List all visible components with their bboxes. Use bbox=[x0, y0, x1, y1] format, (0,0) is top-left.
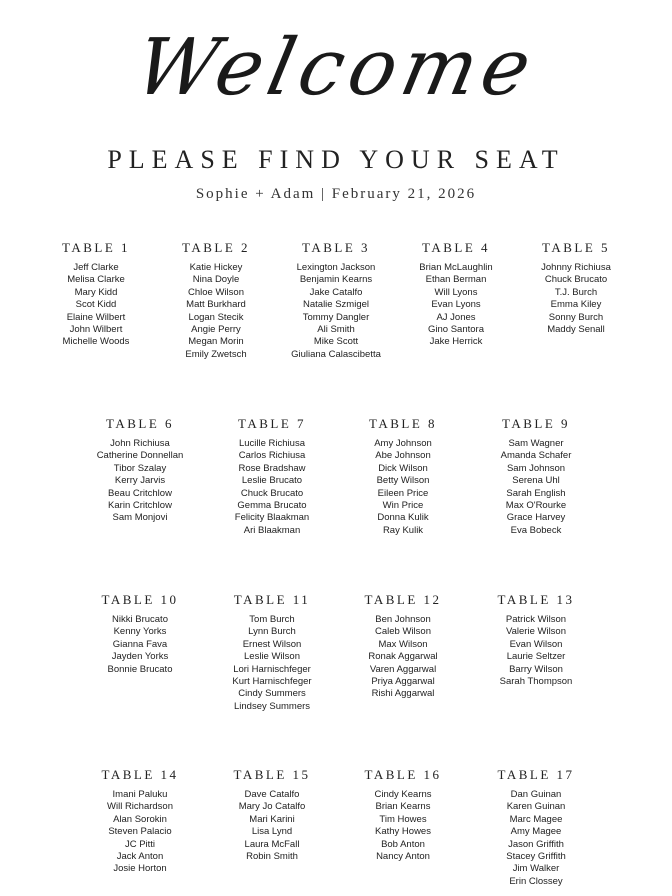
guest-name: Priya Aggarwal bbox=[371, 676, 435, 688]
guest-name: Michelle Woods bbox=[62, 336, 130, 348]
guest-name: Abe Johnson bbox=[375, 450, 431, 462]
guest-name: Melisa Clarke bbox=[67, 274, 125, 286]
guest-name: Lisa Lynd bbox=[251, 826, 293, 838]
guest-name: Patrick Wilson bbox=[505, 614, 567, 625]
table-title: TABLE 12 bbox=[364, 592, 442, 607]
guest-name: Tommy Dangler bbox=[302, 311, 370, 323]
guest-name: Ari Blaakman bbox=[243, 524, 301, 536]
table-title: TABLE 1 bbox=[61, 240, 131, 255]
guest-name: Catherine Donnellan bbox=[96, 450, 184, 462]
table-title: TABLE 6 bbox=[105, 416, 175, 431]
guest-name: Kurt Harnischfeger bbox=[232, 676, 312, 688]
table-block bbox=[466, 767, 606, 888]
guest-name: Tibor Szalay bbox=[113, 462, 167, 474]
guest-name: Chloe Wilson bbox=[188, 286, 244, 298]
guest-name: Gino Santora bbox=[428, 324, 484, 336]
guest-name: Sonny Burch bbox=[548, 311, 604, 323]
table-title: TABLE 17 bbox=[497, 767, 575, 782]
guest-name: Amy Johnson bbox=[374, 438, 432, 449]
guest-name: Emma Kiley bbox=[550, 299, 602, 311]
table-block bbox=[146, 240, 286, 361]
guest-name: Will Lyons bbox=[434, 286, 478, 298]
guest-name: Megan Morin bbox=[188, 336, 244, 348]
guest-name: Mike Scott bbox=[313, 336, 359, 348]
table-title: TABLE 5 bbox=[541, 240, 611, 255]
table-block bbox=[70, 767, 210, 876]
table-block bbox=[26, 240, 166, 349]
guest-name: Laurie Seltzer bbox=[506, 651, 566, 663]
guest-name: Evan Wilson bbox=[509, 638, 563, 650]
guest-name: Jake Herrick bbox=[429, 336, 483, 348]
guest-name: Dan Guinan bbox=[510, 789, 562, 800]
table-block bbox=[466, 592, 606, 688]
guest-name: Sam Johnson bbox=[506, 462, 566, 474]
guest-name: Mary Kidd bbox=[74, 286, 118, 298]
guest-name: Lucille Richiusa bbox=[238, 438, 305, 449]
guest-name: John Richiusa bbox=[110, 438, 170, 449]
guest-name: Dick Wilson bbox=[378, 462, 428, 474]
guest-name: Beau Critchlow bbox=[108, 487, 172, 499]
table-title: TABLE 11 bbox=[233, 592, 311, 607]
guest-name: Elaine Wilbert bbox=[66, 311, 126, 323]
guest-name: Jayden Yorks bbox=[111, 651, 169, 663]
guest-name: Josie Horton bbox=[113, 863, 167, 875]
table-title: TABLE 10 bbox=[101, 592, 179, 607]
guest-name: Leslie Brucato bbox=[241, 475, 303, 487]
table-title: TABLE 16 bbox=[364, 767, 442, 782]
guest-name: Benjamin Kearns bbox=[299, 274, 373, 286]
table-block bbox=[266, 240, 406, 361]
guest-name: Jeff Clarke bbox=[73, 262, 119, 273]
guest-name: Bob Anton bbox=[381, 838, 425, 850]
guest-name: Erin Clossey bbox=[509, 875, 563, 887]
guest-name: Max O'Rourke bbox=[505, 500, 567, 512]
guest-name: Eva Bobeck bbox=[510, 524, 562, 536]
guest-name: Lynn Burch bbox=[248, 626, 296, 638]
guest-name: Robin Smith bbox=[246, 851, 298, 863]
table-title: TABLE 15 bbox=[233, 767, 311, 782]
guest-name: Valerie Wilson bbox=[505, 626, 566, 638]
table-title: TABLE 8 bbox=[368, 416, 438, 431]
guest-name: Rishi Aggarwal bbox=[371, 688, 435, 700]
guest-name: Will Richardson bbox=[107, 801, 173, 813]
guest-name: Dave Catalfo bbox=[244, 789, 300, 800]
guest-name: Ray Kulik bbox=[382, 524, 424, 536]
table-title: TABLE 2 bbox=[181, 240, 251, 255]
guest-name: Cindy Kearns bbox=[374, 789, 432, 800]
guest-name: Emily Zwetsch bbox=[185, 348, 247, 360]
guest-name: Lindsey Summers bbox=[233, 700, 311, 712]
guest-name: Giuliana Calascibetta bbox=[291, 348, 381, 360]
guest-name: Jim Walker bbox=[512, 863, 560, 875]
guest-name: Sam Monjovi bbox=[112, 512, 168, 524]
guest-name: Tom Burch bbox=[249, 614, 295, 625]
guest-name: Lexington Jackson bbox=[296, 262, 376, 273]
guest-name: Matt Burkhard bbox=[186, 299, 246, 311]
guest-name: Ali Smith bbox=[317, 324, 355, 336]
table-title: TABLE 3 bbox=[301, 240, 371, 255]
guest-name: Rose Bradshaw bbox=[238, 462, 306, 474]
guest-name: Scot Kidd bbox=[75, 299, 117, 311]
guest-name: Evan Lyons bbox=[431, 299, 481, 311]
guest-name: Mary Jo Catalfo bbox=[238, 801, 306, 813]
guest-name: John Wilbert bbox=[69, 324, 123, 336]
guest-name: Nancy Anton bbox=[376, 851, 430, 863]
guest-name: Grace Harvey bbox=[506, 512, 566, 524]
guest-name: Steven Palacio bbox=[108, 826, 172, 838]
table-block bbox=[386, 240, 526, 349]
welcome-script-title: Welcome bbox=[127, 23, 545, 113]
guest-name: Lori Harnischfeger bbox=[233, 663, 311, 675]
guest-name: Alan Sorokin bbox=[113, 813, 167, 825]
guest-name: Barry Wilson bbox=[509, 663, 563, 675]
guest-name: Brian Kearns bbox=[375, 801, 431, 813]
guest-name: Laura McFall bbox=[244, 838, 300, 850]
guest-name: Eileen Price bbox=[377, 487, 429, 499]
guest-name: Karin Critchlow bbox=[108, 500, 172, 512]
guest-name: Ben Johnson bbox=[375, 614, 431, 625]
guest-name: Brian McLaughlin bbox=[419, 262, 493, 273]
guest-name: Logan Stecik bbox=[188, 311, 244, 323]
guest-name: Sarah Thompson bbox=[499, 676, 573, 688]
guest-name: Jake Catalfo bbox=[309, 286, 363, 298]
page-subtitle: PLEASE FIND YOUR SEAT bbox=[107, 145, 565, 174]
couple-and-date: Sophie + Adam | February 21, 2026 bbox=[195, 186, 477, 202]
guest-name: Marc Magee bbox=[509, 813, 563, 825]
guest-name: Cindy Summers bbox=[238, 688, 306, 700]
guest-name: Sarah English bbox=[506, 487, 566, 499]
guest-name: Betty Wilson bbox=[376, 475, 430, 487]
guest-name: Mari Karini bbox=[249, 813, 295, 825]
guest-name: Angie Perry bbox=[191, 324, 241, 336]
table-block bbox=[333, 767, 473, 863]
guest-name: Leslie Wilson bbox=[244, 651, 300, 663]
guest-name: Ernest Wilson bbox=[242, 638, 302, 650]
guest-name: Jason Griffith bbox=[508, 838, 564, 850]
guest-name: Stacey Griffith bbox=[506, 851, 566, 863]
table-block bbox=[333, 416, 473, 537]
guest-name: Gemma Brucato bbox=[237, 500, 307, 512]
guest-name: Varen Aggarwal bbox=[369, 663, 437, 675]
guest-name: Donna Kulik bbox=[377, 512, 429, 524]
guest-name: Amanda Schafer bbox=[500, 450, 572, 462]
guest-name: Serena Uhl bbox=[512, 475, 560, 487]
guest-name: Nikki Brucato bbox=[112, 614, 168, 625]
table-block bbox=[506, 240, 646, 336]
guest-name: Tim Howes bbox=[379, 813, 427, 825]
table-title: TABLE 4 bbox=[421, 240, 491, 255]
table-title: TABLE 14 bbox=[101, 767, 179, 782]
guest-name: Felicity Blaakman bbox=[234, 512, 310, 524]
table-block bbox=[202, 767, 342, 863]
table-title: TABLE 13 bbox=[497, 592, 575, 607]
guest-name: Natalie Szmigel bbox=[303, 299, 369, 311]
guest-name: Kathy Howes bbox=[375, 826, 431, 838]
guest-name: Chuck Brucato bbox=[544, 274, 608, 286]
guest-name: Katie Hickey bbox=[189, 262, 243, 273]
guest-name: Chuck Brucato bbox=[240, 487, 304, 499]
table-block bbox=[202, 592, 342, 713]
guest-name: AJ Jones bbox=[436, 311, 476, 323]
guest-name: Amy Magee bbox=[510, 826, 562, 838]
table-block bbox=[70, 592, 210, 676]
table-block bbox=[466, 416, 606, 537]
guest-name: Johnny Richiusa bbox=[541, 262, 611, 273]
table-title: TABLE 7 bbox=[237, 416, 307, 431]
guest-name: JC Pitti bbox=[124, 838, 156, 850]
guest-name: Imani Paluku bbox=[112, 789, 168, 800]
guest-name: Gianna Fava bbox=[112, 638, 168, 650]
guest-name: Kenny Yorks bbox=[113, 626, 167, 638]
table-block bbox=[70, 416, 210, 525]
table-title: TABLE 9 bbox=[501, 416, 571, 431]
guest-name: Caleb Wilson bbox=[375, 626, 431, 638]
guest-name: Max Wilson bbox=[378, 638, 428, 650]
guest-name: Ronak Aggarwal bbox=[368, 651, 438, 663]
guest-name: Ethan Berman bbox=[425, 274, 487, 286]
guest-name: Win Price bbox=[382, 500, 424, 512]
guest-name: T.J. Burch bbox=[554, 286, 598, 298]
guest-name: Bonnie Brucato bbox=[107, 663, 173, 675]
table-block bbox=[202, 416, 342, 537]
table-block bbox=[333, 592, 473, 701]
guest-name: Jack Anton bbox=[116, 851, 164, 863]
guest-name: Karen Guinan bbox=[506, 801, 566, 813]
guest-name: Sam Wagner bbox=[508, 438, 564, 449]
guest-name: Maddy Senall bbox=[547, 324, 605, 336]
guest-name: Carlos Richiusa bbox=[238, 450, 306, 462]
guest-name: Nina Doyle bbox=[192, 274, 240, 286]
guest-name: Kerry Jarvis bbox=[114, 475, 166, 487]
